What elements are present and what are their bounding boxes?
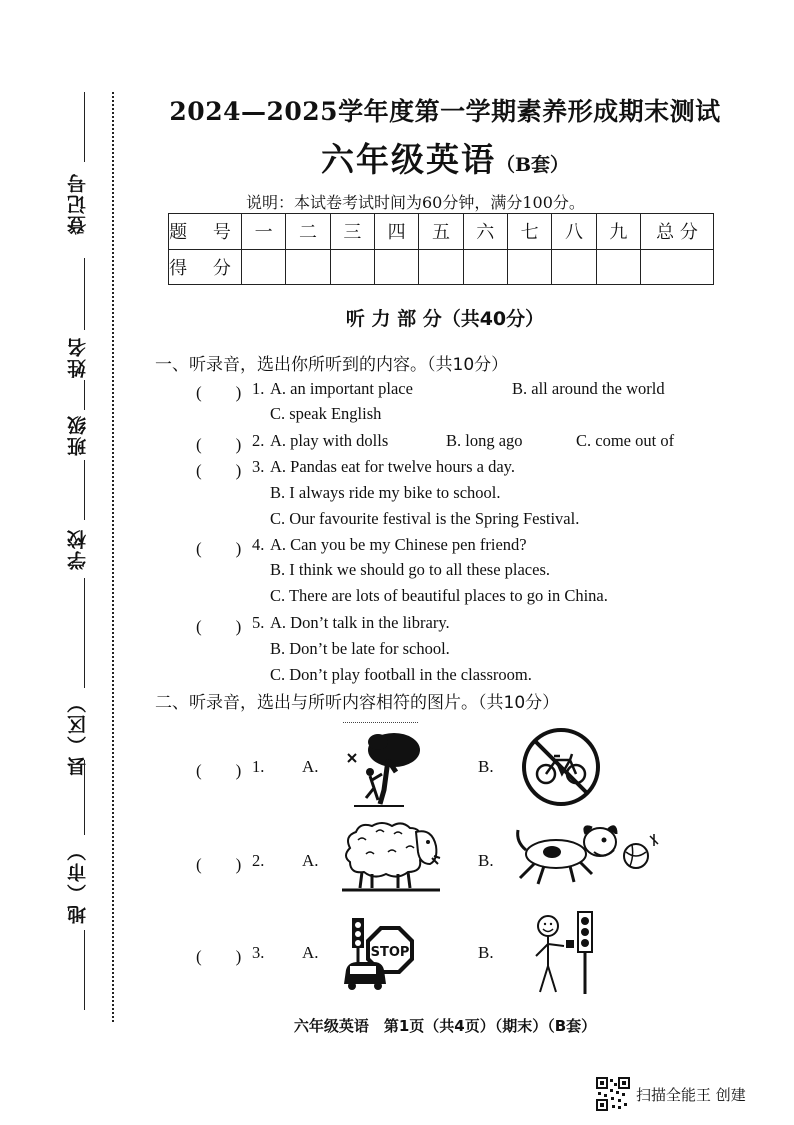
option-b: B. I think we should go to all these places.: [270, 560, 550, 579]
score-table-header-row: [169, 214, 714, 250]
option-letter-b: B.: [478, 757, 494, 776]
stop-sign-car-picture[interactable]: [340, 912, 420, 992]
exam-instructions: 说明：本试卷考试时间为60分钟，满分100分。: [246, 193, 585, 212]
score-cell[interactable]: [374, 249, 418, 285]
option-b: B. long ago: [446, 431, 523, 450]
reg-no-fill-line: [84, 92, 85, 162]
reg-no-label: 登记号: [67, 172, 89, 235]
col-7: 七: [507, 214, 551, 250]
school-fill-line: [84, 460, 85, 520]
option-c: C. speak English: [270, 404, 382, 423]
section-1-title: 一、听录音，选出你所听到的内容。（共10分）: [155, 355, 509, 375]
binding-dotted-line: [112, 92, 114, 1022]
col-8: 八: [552, 214, 596, 250]
score-cell[interactable]: [596, 249, 640, 285]
picture-top-rule: [343, 722, 418, 723]
col-2: 二: [286, 214, 330, 250]
col-4: 四: [374, 214, 418, 250]
option-c: C. Our favourite festival is the Spring Festival.: [270, 509, 580, 528]
option-b: B. Don’t be late for school.: [270, 639, 450, 658]
subject-title: 六年级英语: [320, 140, 496, 179]
answer-paren[interactable]: ( ): [196, 461, 242, 480]
listening-heading: 听 力 部 分（共40分）: [345, 308, 545, 330]
option-a: A. Don’t talk in the library.: [270, 613, 450, 632]
question-number: 3.: [252, 943, 265, 962]
question-number: 5.: [252, 613, 265, 632]
option-a: A. play with dolls: [270, 431, 389, 450]
option-letter-b: B.: [478, 851, 494, 870]
option-b: B. I always ride my bike to school.: [270, 483, 501, 502]
answer-paren[interactable]: ( ): [196, 435, 242, 454]
name-label: 姓名: [67, 336, 89, 378]
score-table: [168, 213, 714, 285]
col-1: 一: [242, 214, 286, 250]
col-5: 五: [419, 214, 463, 250]
question-number: 4.: [252, 535, 265, 554]
page-footer: 六年级英语 第1页（共4页）（期末）（B套）: [293, 1017, 597, 1035]
subject-heading: [150, 134, 740, 181]
question-number: 1.: [252, 757, 265, 776]
boy-at-traffic-light-picture[interactable]: [530, 908, 608, 998]
score-cell[interactable]: [463, 249, 507, 285]
row-label-question-no: 题 号: [169, 214, 242, 250]
name-fill-line: [84, 258, 85, 330]
exam-title: 2024—2025学年度第一学期素养形成期末测试: [169, 97, 721, 126]
option-a: A. Pandas eat for twelve hours a day.: [270, 457, 515, 476]
option-c: C. There are lots of beautiful places to go in China.: [270, 586, 608, 605]
version-label: （B套）: [495, 154, 570, 176]
school-label: 学校: [67, 528, 89, 570]
stop-sign-text: STOP: [370, 945, 410, 960]
col-3: 三: [330, 214, 374, 250]
option-c: C. come out of: [576, 431, 675, 450]
score-cell[interactable]: [330, 249, 374, 285]
option-letter-a: A.: [302, 851, 319, 870]
answer-paren[interactable]: ( ): [196, 761, 242, 780]
answer-paren[interactable]: ( ): [196, 617, 242, 636]
option-a: A. an important place: [270, 379, 413, 398]
scanner-label: 扫描全能王 创建: [636, 1085, 746, 1104]
option-letter-b: B.: [478, 943, 494, 962]
option-a: A. Can you be my Chinese pen friend?: [270, 535, 527, 554]
answer-paren[interactable]: ( ): [196, 383, 242, 402]
score-cell[interactable]: [419, 249, 463, 285]
answer-paren[interactable]: ( ): [196, 855, 242, 874]
score-table-score-row: [169, 249, 714, 285]
class-fill-line: [84, 380, 85, 410]
score-cell[interactable]: [507, 249, 551, 285]
answer-paren[interactable]: ( ): [196, 947, 242, 966]
county-fill-line: [84, 578, 85, 688]
question-number: 2.: [252, 431, 265, 450]
option-letter-a: A.: [302, 943, 319, 962]
city-fill-line: [84, 760, 85, 835]
county-label: 县（区）: [67, 692, 89, 776]
col-6: 六: [463, 214, 507, 250]
section-2-title: 二、听录音，选出与所听内容相符的图片。（共10分）: [155, 693, 560, 713]
class-label: 班级: [67, 414, 89, 456]
city-label: 地（市）: [67, 840, 89, 924]
qr-code-icon: [596, 1077, 630, 1111]
no-cycling-sign-picture[interactable]: [520, 726, 602, 808]
dog-with-ball-picture[interactable]: [512, 816, 662, 896]
score-cell[interactable]: [286, 249, 330, 285]
col-total: 总 分: [641, 214, 714, 250]
question-number: 2.: [252, 851, 265, 870]
score-cell-total[interactable]: [641, 249, 714, 285]
option-letter-a: A.: [302, 757, 319, 776]
scanner-watermark: [596, 1075, 746, 1113]
question-number: 3.: [252, 457, 265, 476]
climbing-tree-picture[interactable]: [344, 728, 424, 808]
bottom-fill-line: [84, 930, 85, 1010]
option-b: B. all around the world: [512, 379, 665, 398]
score-cell[interactable]: [242, 249, 286, 285]
question-number: 1.: [252, 379, 265, 398]
score-cell[interactable]: [552, 249, 596, 285]
option-c: C. Don’t play football in the classroom.: [270, 665, 532, 684]
row-label-score: 得 分: [169, 249, 242, 285]
sheep-picture[interactable]: [336, 818, 444, 894]
col-9: 九: [596, 214, 640, 250]
answer-paren[interactable]: ( ): [196, 539, 242, 558]
